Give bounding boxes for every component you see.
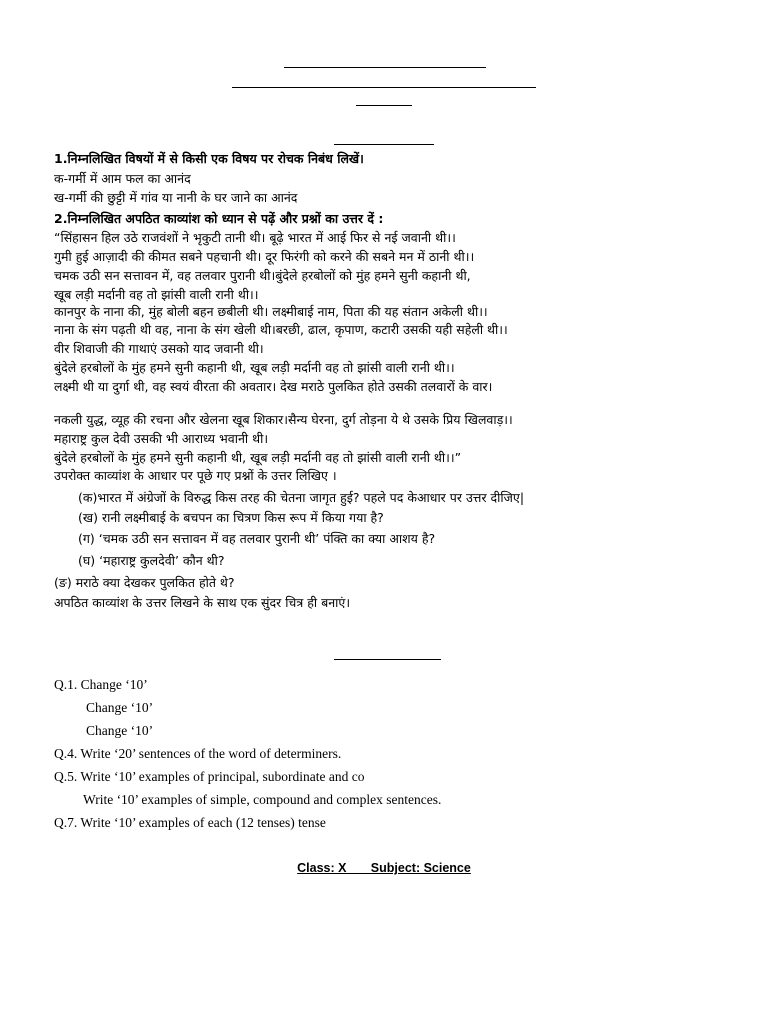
poem-line: वीर शिवाजी की गाथाएं उसको याद जवानी थी। — [54, 341, 264, 356]
poem-line: “सिंहासन हिल उठे राजवंशों ने भृकुटी तानी थी। बूढ़े भारत में आई फिर से नई जवानी थी।। — [54, 230, 456, 245]
poem-line: बुंदेले हरबोलों के मुंह हमने सुनी कहानी थी, खूब लड़ी मर्दानी वह तो झांसी वाली रानी थी।। — [54, 360, 455, 375]
question-q6: Write ‘10’ examples of simple, compound and complex sentences. — [83, 792, 442, 807]
section-rule-hindi — [334, 144, 434, 145]
poem-line: चमक उठी सन सत्तावन में, वह तलवार पुरानी थी।बुंदेले हरबोलों को मुंह हमने सुनी कहानी थी, — [54, 268, 471, 283]
sub-question-ka: (क)भारत में अंग्रेजों के विरुद्ध किस तरह की चेतना जागृत हुई? पहले पद केआधार पर उत्तर दीजिए| — [78, 490, 525, 505]
class-subject-heading: Class: X Subject: Science — [297, 861, 471, 875]
sub-question-gha: (घ) ‘महाराष्ट्र कुलदेवी’ कौन थी? — [78, 553, 225, 568]
q2-heading: 2.निम्नलिखित अपठित काव्यांश को ध्यान से पढ़ें और प्रश्नों का उत्तर दें : — [54, 211, 384, 226]
poem-line: महाराष्ट्र कुल देवी उसकी भी आराध्य भवानी थी। — [54, 431, 269, 446]
question-q4: Q.4. Write ‘20’ sentences of the word of determiners. — [54, 746, 342, 761]
poem-line: खूब लड़ी मर्दानी वह तो झांसी वाली रानी थी।। — [54, 287, 259, 302]
poem-line: नकली युद्ध, व्यूह की रचना और खेलना खूब शिकार।सैन्य घेरना, दुर्ग तोड़ना ये थे उसके प्रिय खिलवाड़।। — [54, 412, 513, 427]
sub-question-ga: (ग) ‘चमक उठी सन सत्तावन में वह तलवार पुरानी थी’ पंक्ति का क्या आशय है? — [78, 531, 436, 546]
question-q3: Change ‘10’ — [86, 723, 154, 738]
poem-line: नाना के संग पढ़ती थी वह, नाना के संग खेली थी।बरछी, ढाल, कृपाण, कटारी उसकी यही सहेली थी।। — [54, 322, 508, 337]
poem-line: गुमी हुई आज़ादी की कीमत सबने पहचानी थी। दूर फिरंगी को करने की सबने मन में ठानी थी।। — [54, 249, 475, 264]
sub-question-nga: (ङ) मराठे क्या देखकर पुलकित होते थे? — [54, 575, 235, 590]
question-q5: Q.5. Write ‘10’ examples of principal, subordinate and co — [54, 769, 365, 784]
q1-heading: 1.निम्नलिखित विषयों में से किसी एक विषय पर रोचक निबंध लिखें। — [54, 151, 364, 166]
poem-line: लक्ष्मी थी या दुर्गा थी, वह स्वयं वीरता की अवतार। देख मराठे पुलकित होते उसकी तलवारों के वार। — [54, 379, 493, 394]
q2-instruction: उपरोक्त काव्यांश के आधार पर पूछे गए प्रश्नों के उत्तर लिखिए । — [54, 468, 337, 483]
q1-option-a: क-गर्मी में आम फल का आनंद — [54, 171, 191, 186]
question-q1: Q.1. Change ‘10’ — [54, 677, 148, 692]
header-rule-3 — [356, 105, 412, 106]
poem-line: बुंदेले हरबोलों के मुंह हमने सुनी कहानी थी, खूब लड़ी मर्दानी वह तो झांसी वाली रानी थी।।” — [54, 450, 462, 465]
poem-line: कानपुर के नाना की, मुंह बोली बहन छबीली थी। लक्ष्मीबाई नाम, पिता की यह संतान अकेली थी।। — [54, 304, 488, 319]
q2-closing: अपठित काव्यांश के उत्तर लिखने के साथ एक सुंदर चित्र ही बनाएं। — [54, 595, 351, 610]
sub-question-kha: (ख) रानी लक्ष्मीबाई के बचपन का चित्रण किस रूप में किया गया है? — [78, 510, 384, 525]
question-q2: Change ‘10’ — [86, 700, 154, 715]
header-rule-2 — [232, 87, 536, 88]
q1-option-b: ख-गर्मी की छुट्टी में गांव या नानी के घर जाने का आनंद — [54, 190, 298, 205]
section-rule-english — [334, 659, 441, 660]
question-q7: Q.7. Write ‘10’ examples of each (12 tenses) tense — [54, 815, 326, 830]
header-rule-1 — [284, 67, 486, 68]
